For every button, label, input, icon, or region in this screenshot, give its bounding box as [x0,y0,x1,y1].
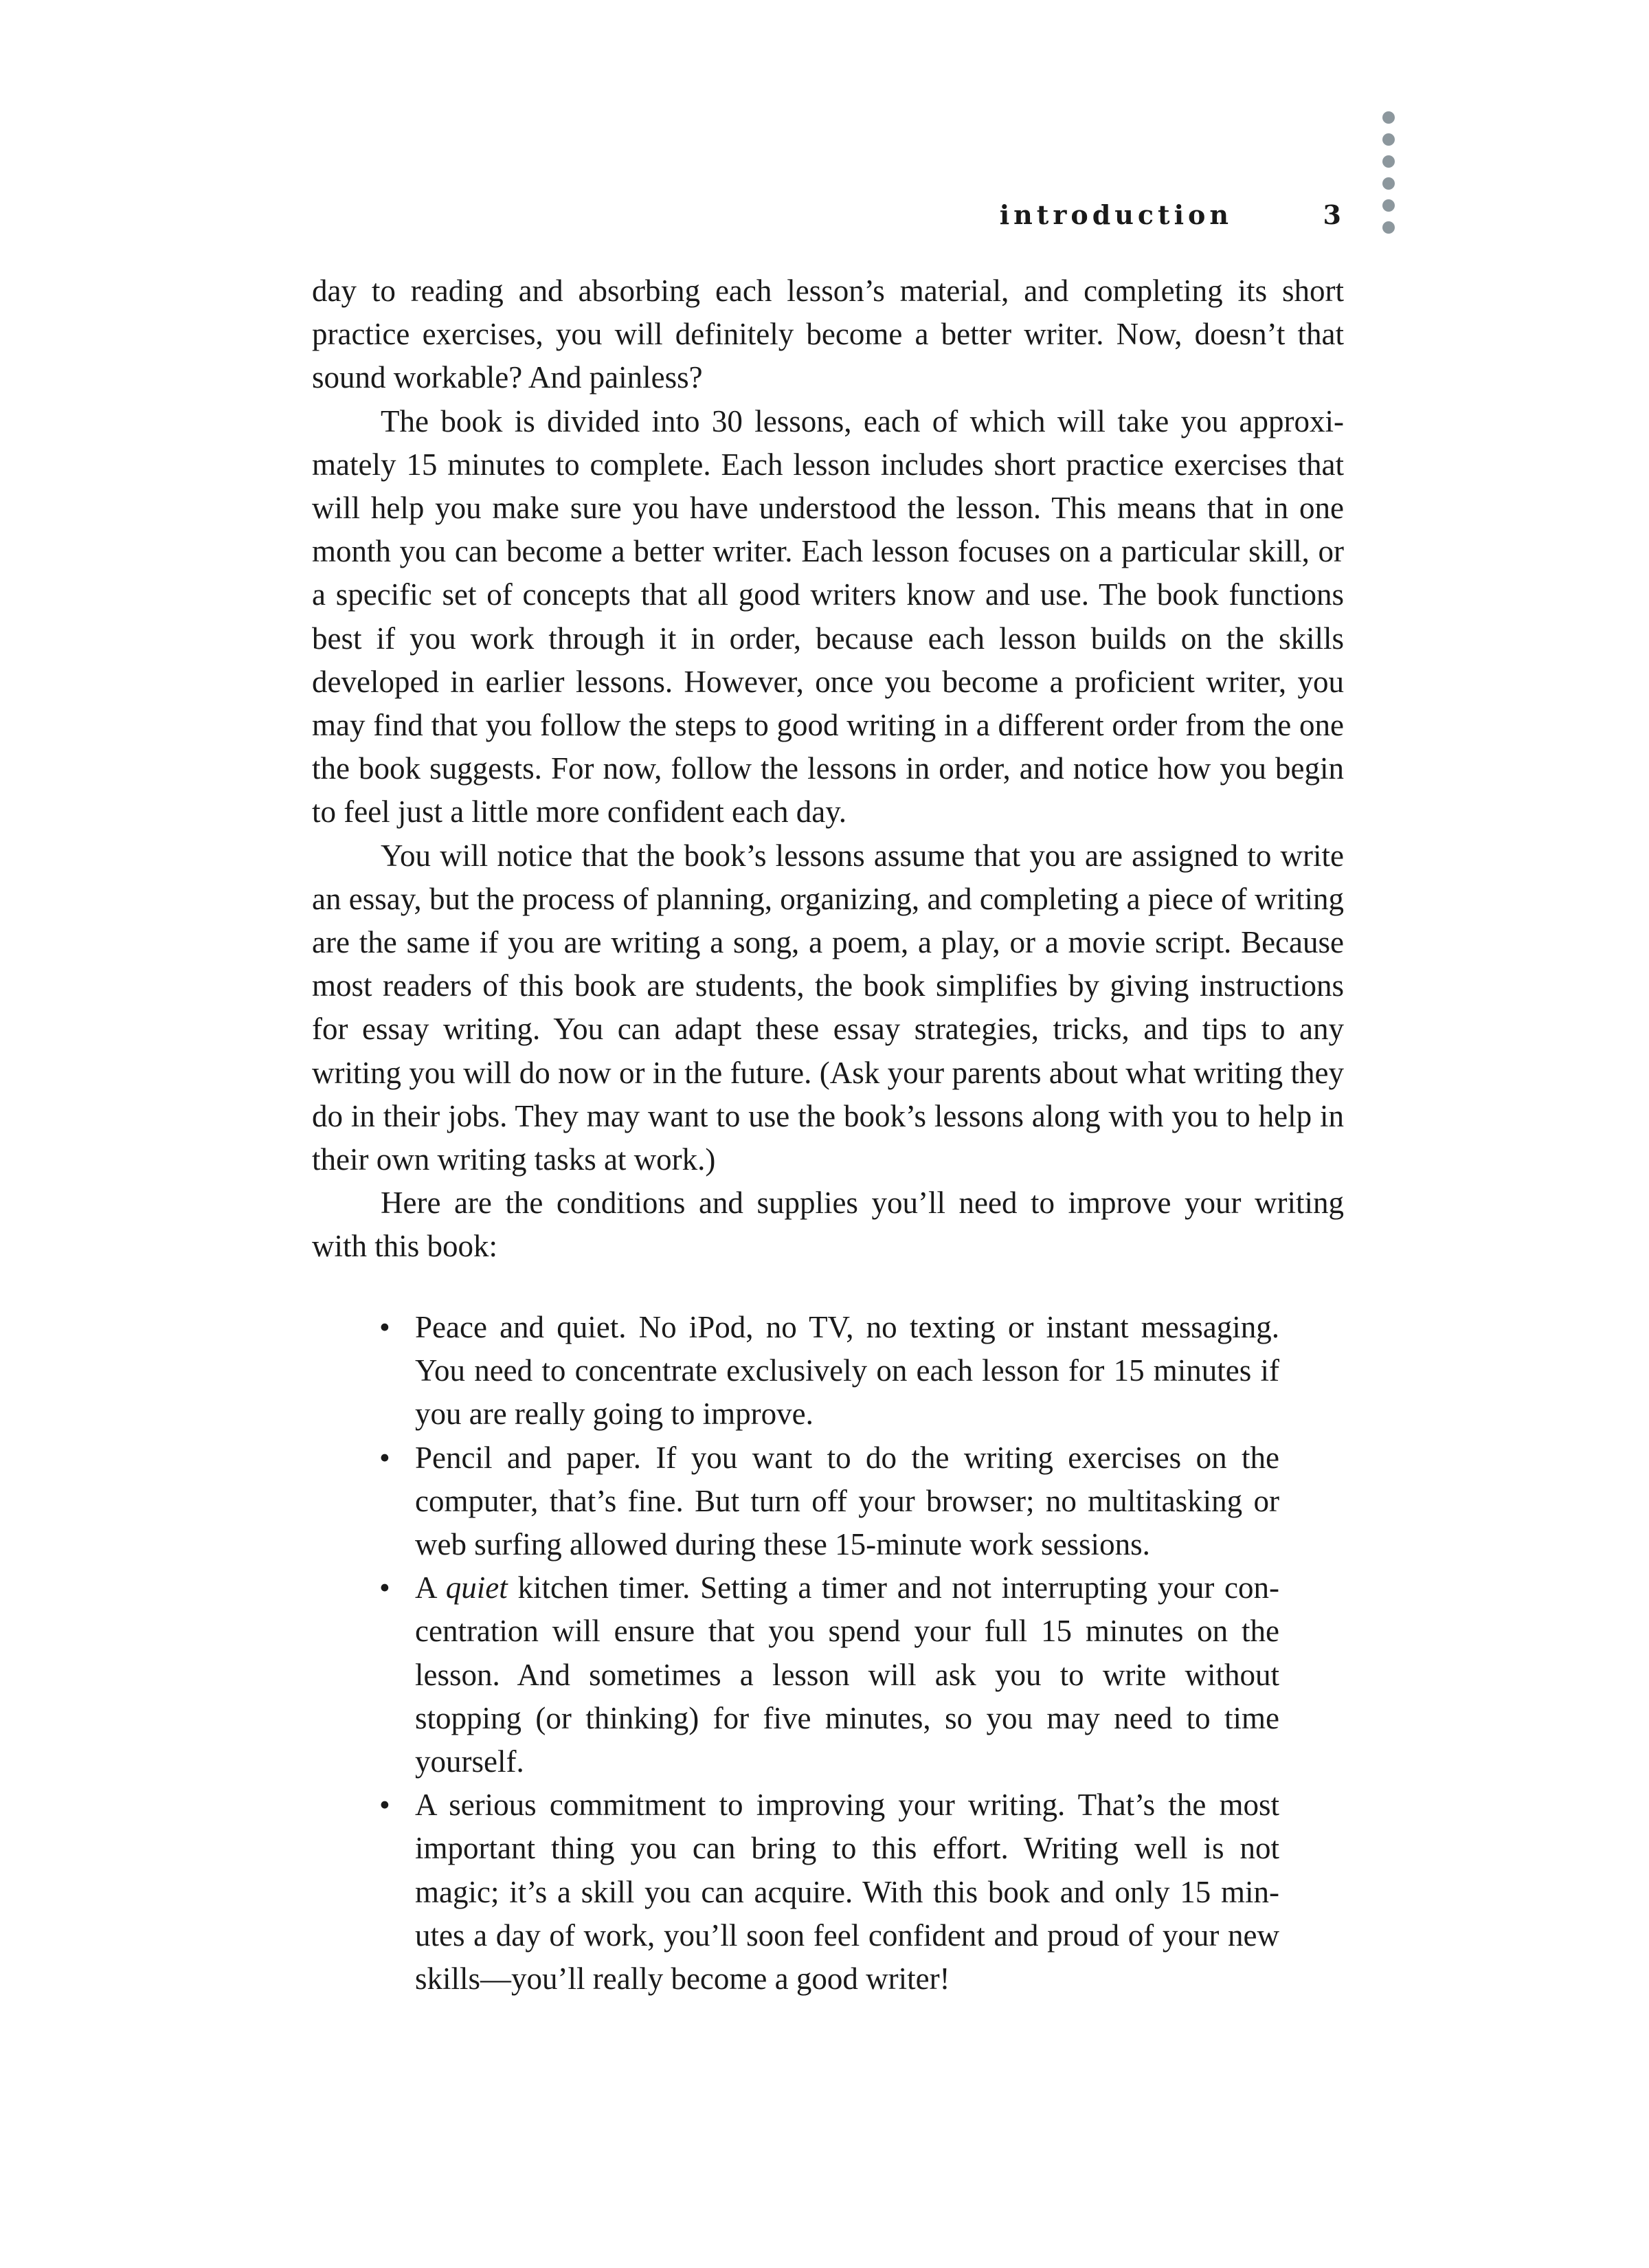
bullet-marker: • [379,1788,390,1823]
ornament-dot [1382,111,1395,124]
ornament-dot [1382,199,1395,212]
ornament-dot [1382,177,1395,190]
ornament-dot [1382,155,1395,168]
list-item [379,1436,1279,1567]
running-head-title: introduction [999,199,1233,230]
bullet-marker: • [379,1570,390,1605]
list-item-text: Peace and quiet. No iPod, no TV, no texting or instant messaging. You need to concentrate exclusively on each lesson for 15 minutes if you are really going to improve. [415,1310,1279,1432]
list-item-lead: A [415,1570,446,1605]
list-item-text [415,1570,1279,1779]
list-item [379,1783,1279,2001]
list-item-emphasis: quiet [445,1570,508,1605]
bullet-marker: • [379,1310,390,1344]
margin-dots-ornament [1382,111,1399,243]
list-item-rest: kitchen timer. Setting a timer and not interrupting your concentration will ensure that you spend your full 15 minutes on the lesson. And sometimes a lesson will ask you to write without stopping (or thinking) for five minutes, so you may need to time yourself. [415,1570,1279,1779]
bullet-marker: • [379,1440,390,1475]
body-text [312,269,1344,1269]
list-item-text: Pencil and paper. If you want to do the writing exercises on the computer, that’s fine. But turn off your browser; no multitasking or web surfing allowed during these 15-minute work sessions. [415,1440,1279,1562]
ornament-dot [1382,221,1395,234]
paragraph: You will notice that the book’s lessons assume that you are assigned to write an essay, but the process of planning, organizing, and completing a piece of writing are the same if you are writing a song, a poem, a play, or a movie script. Because most readers of this book are students, the book simplifies by giving instructions for essay writing. You can adapt these essay strategies, tricks, and tips to any writing you will do now or in the future. (Ask your parents about what writing they do in their jobs. They may want to use the book’s lessons along with you to help in their own writing tasks at work.) [312,838,1344,1177]
list-item-text: A serious commitment to improving your writing. That’s the most important thing you can bring to this effort. Writing well is not magic; it’s a skill you can acquire. With this book and only 15 minutes a day of work, you’ll soon feel confident and proud of your new skills—you’ll really become a good writer! [415,1788,1279,1997]
paragraph-continued: day to reading and absorbing each lesson’s material, and completing its short practice exercises, you will definitely become a better writer. Now, doesn’t that sound workable? And painless? [312,274,1344,395]
paragraph: The book is divided into 30 lessons, each of which will take you approximately 15 minutes to complete. Each lesson includes short practice exercises that will help you make sure you have understood the lesson. This means that in one month you can become a better writer. Each lesson focuses on a particular skill, or a specific set of concepts that all good writers know and use. The book functions best if you work through it in order, because each lesson builds on the skills developed in earlier lessons. However, once you become a proficient writer, you may find that you follow the steps to good writing in a different order from the one the book suggests. For now, follow the lessons in order, and notice how you begin to feel just a little more confident each day. [312,403,1344,830]
supplies-list [379,1306,1279,2001]
list-item [379,1306,1279,1436]
running-head [893,199,1344,234]
ornament-dot [1382,133,1395,146]
paragraph: Here are the conditions and supplies you’ll need to improve your writing with this book: [312,1186,1344,1264]
list-item [379,1566,1279,1783]
page-number: 3 [1323,199,1341,230]
